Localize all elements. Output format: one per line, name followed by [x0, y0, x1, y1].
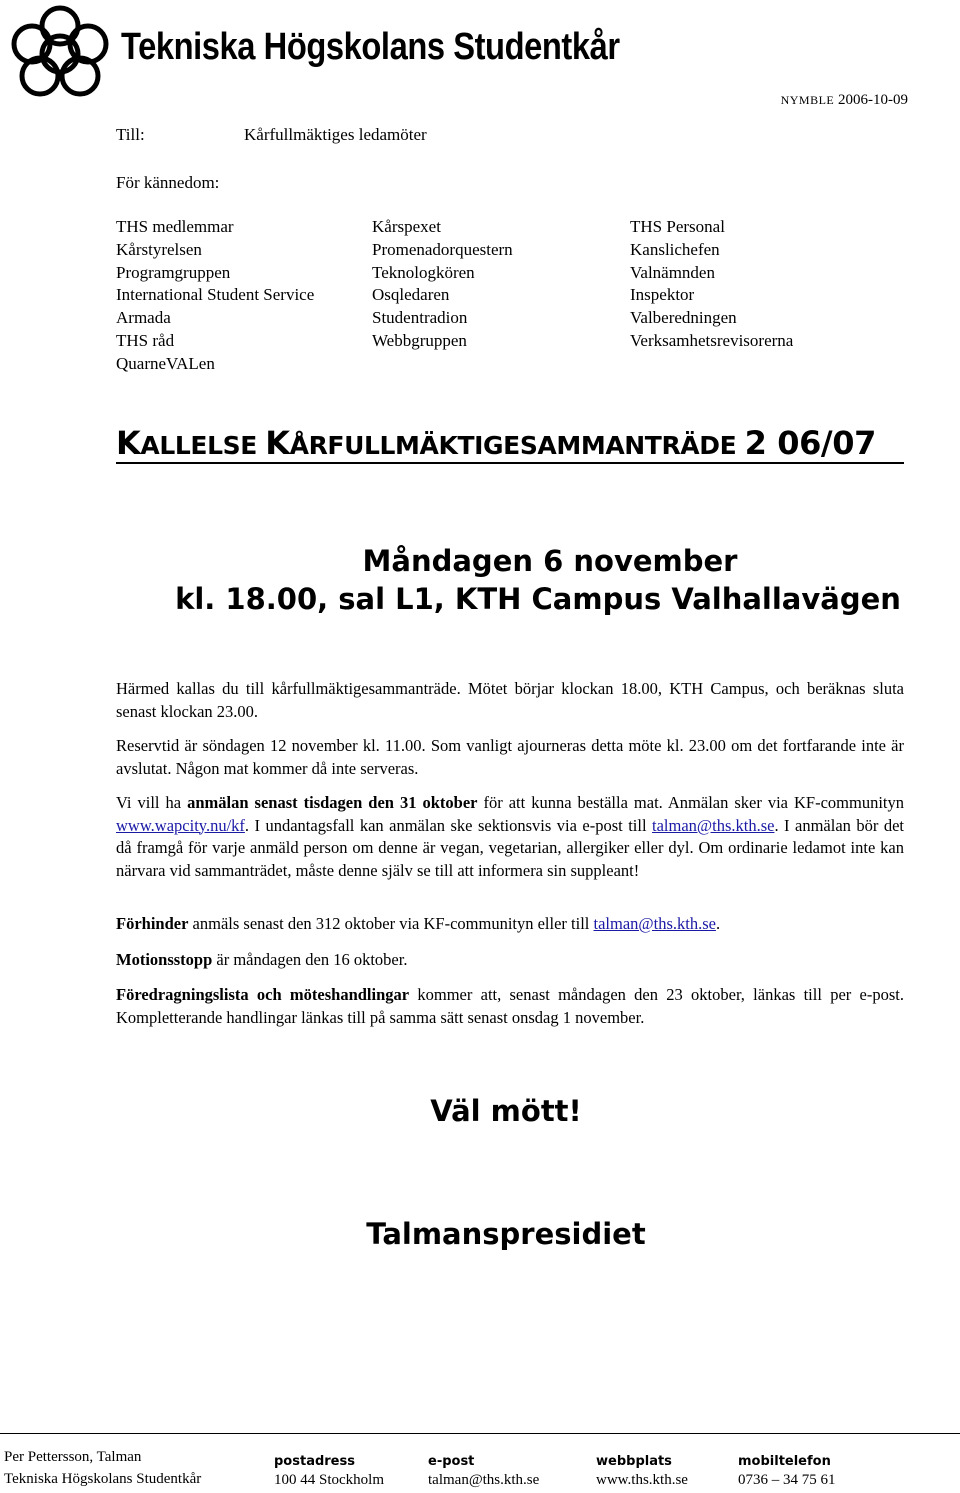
cc-label: För kännedom:: [116, 173, 220, 192]
recipient: Armada: [116, 308, 171, 328]
document-heading: KALLELSE KÅRFULLMÄKTIGESAMMANTRÄDE 2 06/07: [116, 424, 876, 462]
paragraph-registration: Vi vill ha anmälan senast tisdagen den 31 oktober för att kunna beställa mat. Anmälan sker via KF-communityn www.wapcity.nu/kf. I undantagsfall kan anmälan ske sektionsvis via e-post till talman@ths.kth.se. I anmälan bör det då framgå för varje anmäld person om denne är vegan, vegetarian, allergiker eller dyl. Om ordinarie ledamot inte kan närvara vid sammanträdet, måste denne själv se till att informera sin suppleant!: [116, 793, 904, 880]
signature: Talmanspresidiet: [366, 1217, 646, 1251]
meeting-day: Måndagen 6 november: [362, 544, 738, 578]
kf-community-link[interactable]: www.wapcity.nu/kf: [116, 815, 245, 835]
footer-email-value: talman@ths.kth.se: [428, 1472, 540, 1488]
to-label: Till:: [116, 125, 145, 144]
recipient: QuarneVALen: [116, 353, 215, 373]
footer-web-value: www.ths.kth.se: [596, 1472, 688, 1488]
recipient: THS Personal: [630, 217, 725, 236]
meeting-time-place: kl. 18.00, sal L1, KTH Campus Valhallavägen: [175, 582, 901, 616]
ths-rings-logo: [6, 4, 114, 100]
paragraph-absence: Förhinder anmäls senast den 312 oktober via KF-communityn eller till talman@ths.kth.se.: [116, 914, 721, 933]
recipient: Studentradion: [372, 308, 468, 328]
paragraph-invitation: Härmed kallas du till kårfullmäktigesammanträde. Mötet börjar klockan 18.00, KTH Campus, och beräknas sluta senast klockan 23.00.: [116, 679, 904, 721]
footer-rule: [0, 1433, 960, 1434]
talman-email-link[interactable]: talman@ths.kth.se: [593, 914, 716, 933]
footer-name: Per Pettersson, Talman: [4, 1449, 142, 1465]
to-recipients: Kårfullmäktiges ledamöter: [244, 125, 427, 144]
footer-postal-label: postadress: [274, 1454, 355, 1469]
ref-date: 2006-10-09: [838, 92, 908, 108]
talman-email-link[interactable]: talman@ths.kth.se: [652, 815, 775, 835]
paragraph-agenda: Föredragningslista och möteshandlingar kommer att, senast måndagen den 23 oktober, länkas till per e-post. Kompletterande handlingar länkas till på samma sätt senast onsdag 1 november.: [116, 985, 904, 1027]
distribution-column-2: [372, 216, 513, 353]
heading-rule: [116, 462, 904, 464]
recipient: Kårstyrelsen: [116, 239, 202, 259]
recipient: THS medlemmar: [116, 217, 234, 236]
recipient: Kårspexet: [372, 217, 441, 236]
distribution-column-3: [630, 216, 793, 353]
paragraph-reserve-time: Reservtid är söndagen 12 november kl. 11.00. Som vanligt ajourneras detta möte kl. 23.00 om det fortfarande inte är avslutat. Någon mat kommer då inte serveras.: [116, 736, 904, 778]
recipient: Inspektor: [630, 285, 695, 305]
distribution-column-1: [116, 216, 314, 376]
recipient: Osqledaren: [372, 285, 450, 305]
footer-email-label: e-post: [428, 1454, 475, 1469]
paragraph-motion-stop: Motionsstopp är måndagen den 16 oktober.: [116, 950, 408, 969]
recipient: Kanslichefen: [630, 239, 720, 259]
recipient: Programgruppen: [116, 262, 231, 282]
document-reference: [781, 92, 908, 109]
footer-phone-value: 0736 – 34 75 61: [738, 1472, 836, 1488]
greeting: Väl mött!: [430, 1094, 582, 1128]
footer-web-label: webbplats: [596, 1454, 672, 1469]
recipient: Teknologkören: [372, 262, 475, 282]
recipient: Verksamhetsrevisorerna: [630, 330, 794, 350]
ref-prefix: NYMBLE: [780, 93, 835, 107]
recipient: THS råd: [116, 330, 175, 350]
recipient: Valberedningen: [630, 308, 737, 328]
recipient: International Student Service: [116, 285, 315, 305]
footer-org: Tekniska Högskolans Studentkår: [4, 1471, 202, 1487]
footer-phone-label: mobiltelefon: [738, 1454, 831, 1469]
organization-name: Tekniska Högskolans Studentkår: [121, 26, 620, 68]
recipient: Promenadorquestern: [372, 239, 513, 259]
recipient: Valnämnden: [630, 262, 715, 282]
footer-postal-value: 100 44 Stockholm: [274, 1472, 385, 1488]
recipient: Webbgruppen: [372, 330, 467, 350]
